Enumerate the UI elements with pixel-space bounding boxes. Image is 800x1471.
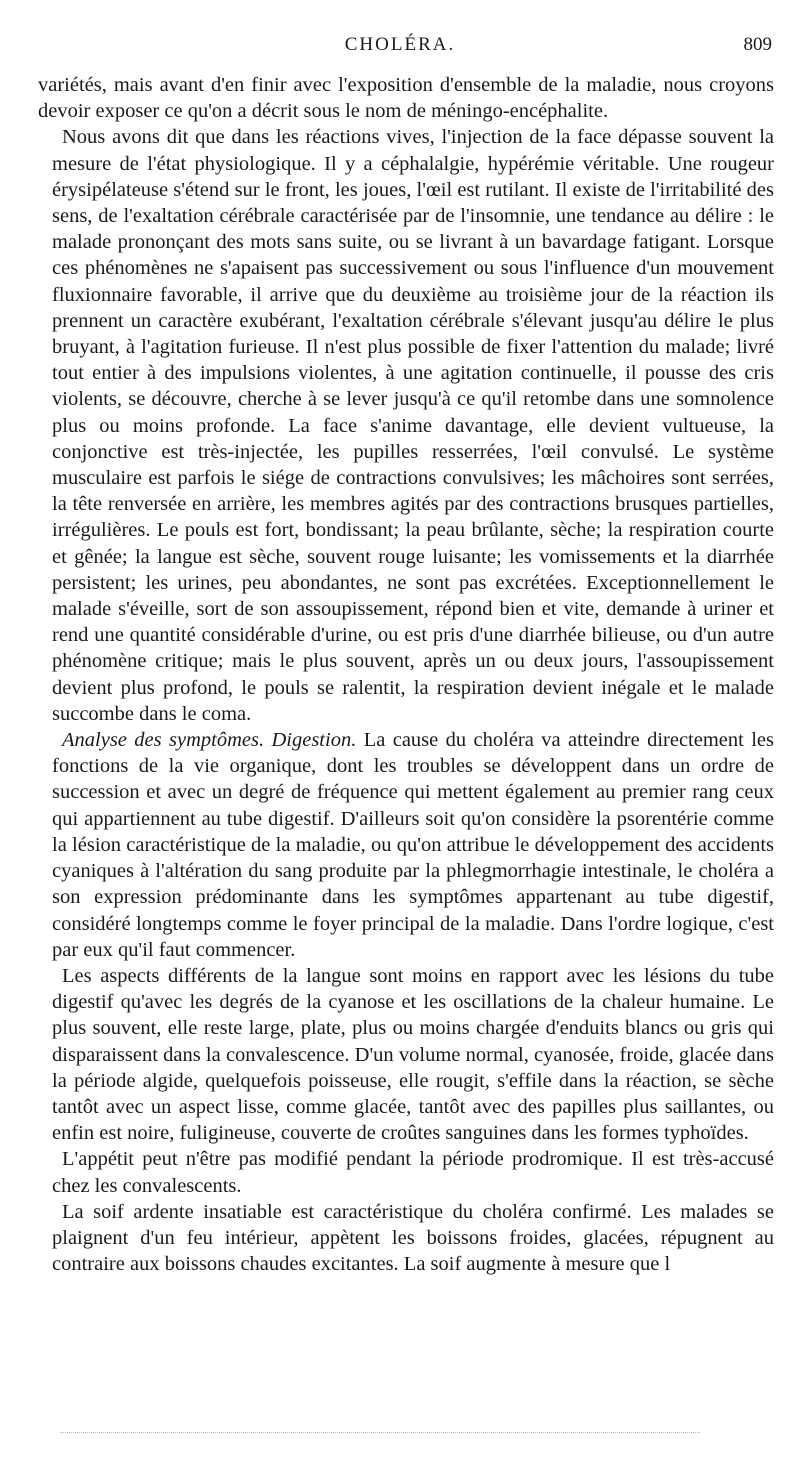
running-title: CHOLÉRA. xyxy=(344,34,456,55)
page-number: 809 xyxy=(743,34,772,55)
page-bottom-rule xyxy=(60,1432,700,1434)
paragraph-digestion-text: La cause du choléra va atteindre directement les fonctions de la vie organique, dont les troubles se développent dans un ordre de succession et avec un degré de fréquence qui mettent également au premier rang ceux qui appartiennent au tube digestif. D'ailleurs soit qu'on considère la psorentérie comme la lésion caractéristique de la maladie, ou qu'on attribue le développement des accidents cyaniques à l'altération du sang produite par la phlegmorrhagie intestinale, le choléra a son expression prédominante dans les symptômes appartenant au tube digestif, considéré longtemps comme le foyer principal de la maladie. Dans l'ordre logique, c'est par eux qu'il faut commencer. xyxy=(52,729,774,961)
paragraph-langue: Les aspects différents de la langue sont moins en rapport avec les lésions du tube digestif qu'avec les degrés de la cyanose et les oscillations de la chaleur humaine. Le plus souvent, elle reste large, plate, plus ou moins chargée d'enduits blancs ou gris qui disparaissent dans la convalescence. D'un volume normal, cyanosée, froide, glacée dans la période algide, quelquefois poisseuse, elle rougit, s'effile dans la réaction, se sèche tantôt avec un aspect lisse, comme glacée, tantôt avec des papilles plus saillantes, ou enfin est noire, fuligineuse, couverte de croûtes sanguines dans les formes typhoïdes. xyxy=(52,964,774,1145)
section-heading: Analyse des symptômes. Digestion. xyxy=(62,729,357,752)
paragraph-meningo-encephalite: Nous avons dit que dans les réactions vives, l'injection de la face dépasse souvent la mesure de l'état physiologique. Il y a céphalalgie, hypérémie véritable. Une rougeur érysipélateuse s'étend sur le front, les joues, l'œil est rutilant. Il existe de l'irritabilité des sens, de l'exaltation cérébrale caractérisée par de l'insomnie, une tendance au délire : le malade prononçant des mots sans suite, ou se livrant à un bavardage fatigant. Lorsque ces phénomènes ne s'apaisent pas successivement ou sous l'influence d'un mouvement fluxionnaire favorable, il arrive que du deuxième au troisième jour de la réaction ils prennent un caractère exubérant, l'exaltation cérébrale s'élevant jusqu'au délire le plus bruyant, à l'agitation furieuse. Il n'est plus possible de fixer l'attention du malade; livré tout entier à des impulsions violentes, à une agitation continuelle, il pousse des cris violents, se découvre, cherche à se lever jusqu'à ce qu'il retombe dans une somnolence plus ou moins profonde. La face s'anime davantage, elle devient vultueuse, la conjonctive est très-injectée, les pupilles resserrées, l'œil convulsé. Le système musculaire est parfois le siége de contractions convulsives; les mâchoires sont serrées, la tête renversée en arrière, les membres agités par des contractions brusques partielles, irrégulières. Le pouls est fort, bondissant; la peau brûlante, sèche; la respiration courte et gênée; la langue est sèche, souvent rouge luisante; les vomissements et la diarrhée persistent; les urines, peu abondantes, ne sont pas excrétées. Exceptionnellement le malade s'éveille, sort de son assoupissement, répond bien et vite, demande à uriner et rend une quantité considérable d'urine, ou est pris d'une diarrhée bilieuse, ou d'un autre phénomène critique; mais le plus souvent, après un ou deux jours, l'assoupissement devient plus profond, le pouls se ralentit, la respiration devient inégale et le malade succombe dans le coma. xyxy=(52,126,774,725)
paragraph-appetit: L'appétit peut n'être pas modifié pendant la période prodromique. Il est très-accusé chez les convalescents. xyxy=(52,1148,774,1197)
paragraph-soif: La soif ardente insatiable est caractéristique du choléra confirmé. Les malades se plaignent d'un feu intérieur, appètent les boissons froides, glacées, répugnent au contraire aux boissons chaudes excitantes. La soif augmente à mesure que l xyxy=(52,1200,774,1276)
body-text xyxy=(38,72,774,1277)
running-head xyxy=(0,30,800,60)
paragraph-digestion xyxy=(52,727,774,963)
paragraph-continuation: variétés, mais avant d'en finir avec l'exposition d'ensemble de la maladie, nous croyons devoir exposer ce qu'on a décrit sous le nom de méningo-encéphalite. xyxy=(38,74,774,123)
